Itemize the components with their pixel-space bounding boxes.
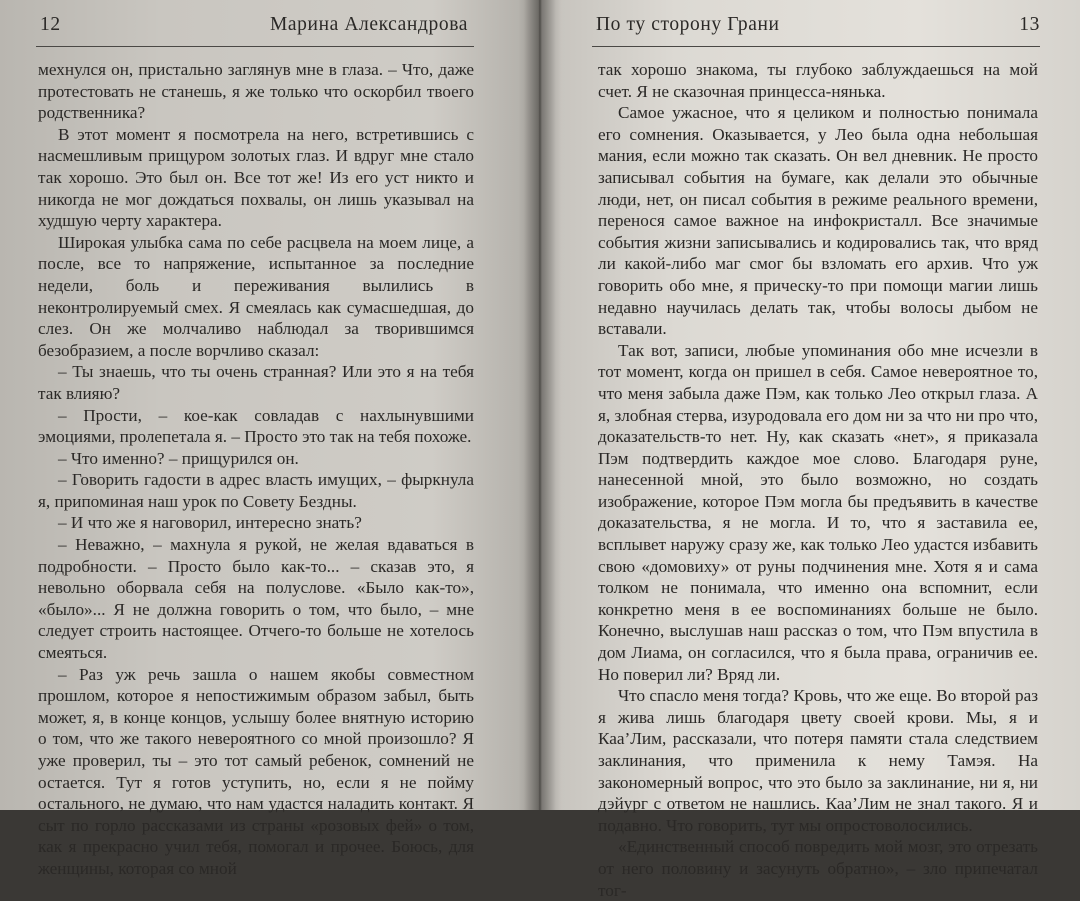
dialogue-line: – Неважно, – махнула я рукой, не желая вдаваться в подробности. – Просто было как-то... – сказав это, я невольно оборвала себя на полуслове. «Было как-то», «было»... Я не должна говорить о том, что было, – мне следует строить настоящее. Отчего-то больше не хотелось смеяться.: [38, 535, 474, 663]
paragraph: Что спасло меня тогда? Кровь, что же еще. Во второй раз я жива лишь благодаря цвету своей крови. Мы, я и Каа’Лим, рассказали, что потеря памяти стала следствием заклинания, что применила к нему Тамэя. На закономерный вопрос, что это было за заклинание, ни я, ни дэйург с ответом не нашлись. Каа’Лим не знал такого. Я и подавно. Что говорить, тут мы опростоволосились.: [598, 686, 1038, 835]
paragraph: так хорошо знакома, ты глубоко заблуждаешься на мой счет. Я не сказочная принцесса-нянька.: [598, 60, 1038, 101]
paragraph: мехнулся он, пристально заглянув мне в глаза. – Что, даже протестовать не станешь, я же только что оскорбил твоего родственника?: [38, 60, 474, 123]
dialogue-line: – Что именно? – прищурился он.: [58, 448, 299, 468]
paragraph: Широкая улыбка сама по себе расцвела на моем лице, а после, все то напряжение, испытанное за последние недели, боль и переживания вылились в неконтролируемый смех. Я смеялась как сумасшедшая, до слез. Он же молчаливо наблюдал за творившимся безобразием, а после ворчливо сказал:: [38, 232, 474, 360]
paragraph: «Единственный способ повредить мой мозг, это отрезать от него половину и засунуть обратно», – зло припечатал тог-: [598, 837, 1038, 900]
paragraph: Самое ужасное, что я целиком и полностью понимала его сомнения. Оказывается, у Лео была одна небольшая мания, если можно так сказать. Он вел дневник. Не просто записывал события на бумаге, как делали это обычные люди, нет, он писал события в режиме реального времени, перенося самое важное на инфокристалл. Все значимые события жизни записывались и кодировались так, что вряд ли какой-либо маг смог бы взломать его архив. Что уж говорить обо мне, я прическу-то при помощи магии лишь недавно научилась делать так, чтобы волосы дыбом не вставали.: [598, 103, 1038, 339]
page-body: [38, 59, 474, 880]
header-rule: [592, 46, 1040, 47]
dialogue-line: – Ты знаешь, что ты очень странная? Или это я на тебя так влияю?: [38, 362, 474, 403]
page-number: 13: [1019, 14, 1040, 35]
page-body: [598, 59, 1038, 901]
paragraph: В этот момент я посмотрела на него, встретившись с насмешливым прищуром золотых глаз. И вдруг мне стало так хорошо. Это был он. Все тот же! Из его уст никто и никогда не мог дождаться похвалы, он лишь указывал на худшую черту характера.: [38, 124, 474, 231]
running-head: По ту сторону Грани: [596, 14, 780, 35]
left-page: [0, 0, 540, 878]
paragraph: Так вот, записи, любые упоминания обо мне исчезли в тот момент, когда он пришел в себя. Самое невероятное то, что меня забыла даже Пэм, как только Лео открыл глаза. А я, злобная стерва, изуродовала его дом ни за что ни про что, доказательств-то нет. Ну, как сказать «нет», я приказала Пэм подтвердить каждое мое слово. Благодаря руне, нанесенной мной, это было возможно, но создать изображение, которое Пэм могла бы предъявить в качестве доказательства, я не могла. И то, что я заставила ее, всплывет наружу сразу же, как только Лео удастся избавить свою «домовиху» от руны подчинения мне. Хотя я и сама толком не понимала, что именно она вспомнит, если конкретно меня в ее воспоминаниях больше не было. Конечно, выслушав наш рассказ о том, что Пэм впустила в дом Лиама, он согласился, что я была права, ограничив ее. Но поверил ли? Вряд ли.: [598, 340, 1038, 684]
dialogue-line: – И что же я наговорил, интересно знать?: [58, 513, 362, 533]
dialogue-line: – Прости, – кое-как совладав с нахлынувшими эмоциями, пролепетала я. – Просто это так на тебя похоже.: [38, 405, 474, 447]
dialogue-line: – Раз уж речь зашла о нашем якобы совместном прошлом, которое я непостижимым образом забыл, быть может, я, в конце концов, услышу более внятную историю о том, что же такого невероятного со мной произошло? Я уже проверил, ты – это тот самый ребенок, сомнений не остается. Тут я готов уступить, но, если я не пойму остального, не думаю, что нам удастся наладить контакт. Я сыт по горло рассказами из страны «розовых фей» о том, как я прекрасно учил тебя, помогал и прочее. Боюсь, для женщины, которая со мной: [38, 664, 474, 878]
header-rule: [36, 46, 474, 47]
page-number: 12: [40, 14, 61, 35]
right-page: [540, 0, 1080, 900]
running-head: Марина Александрова: [269, 14, 468, 35]
dialogue-line: – Говорить гадости в адрес власть имущих, – фыркнула я, припоминая наш урок по Совету Бездны.: [38, 470, 474, 511]
